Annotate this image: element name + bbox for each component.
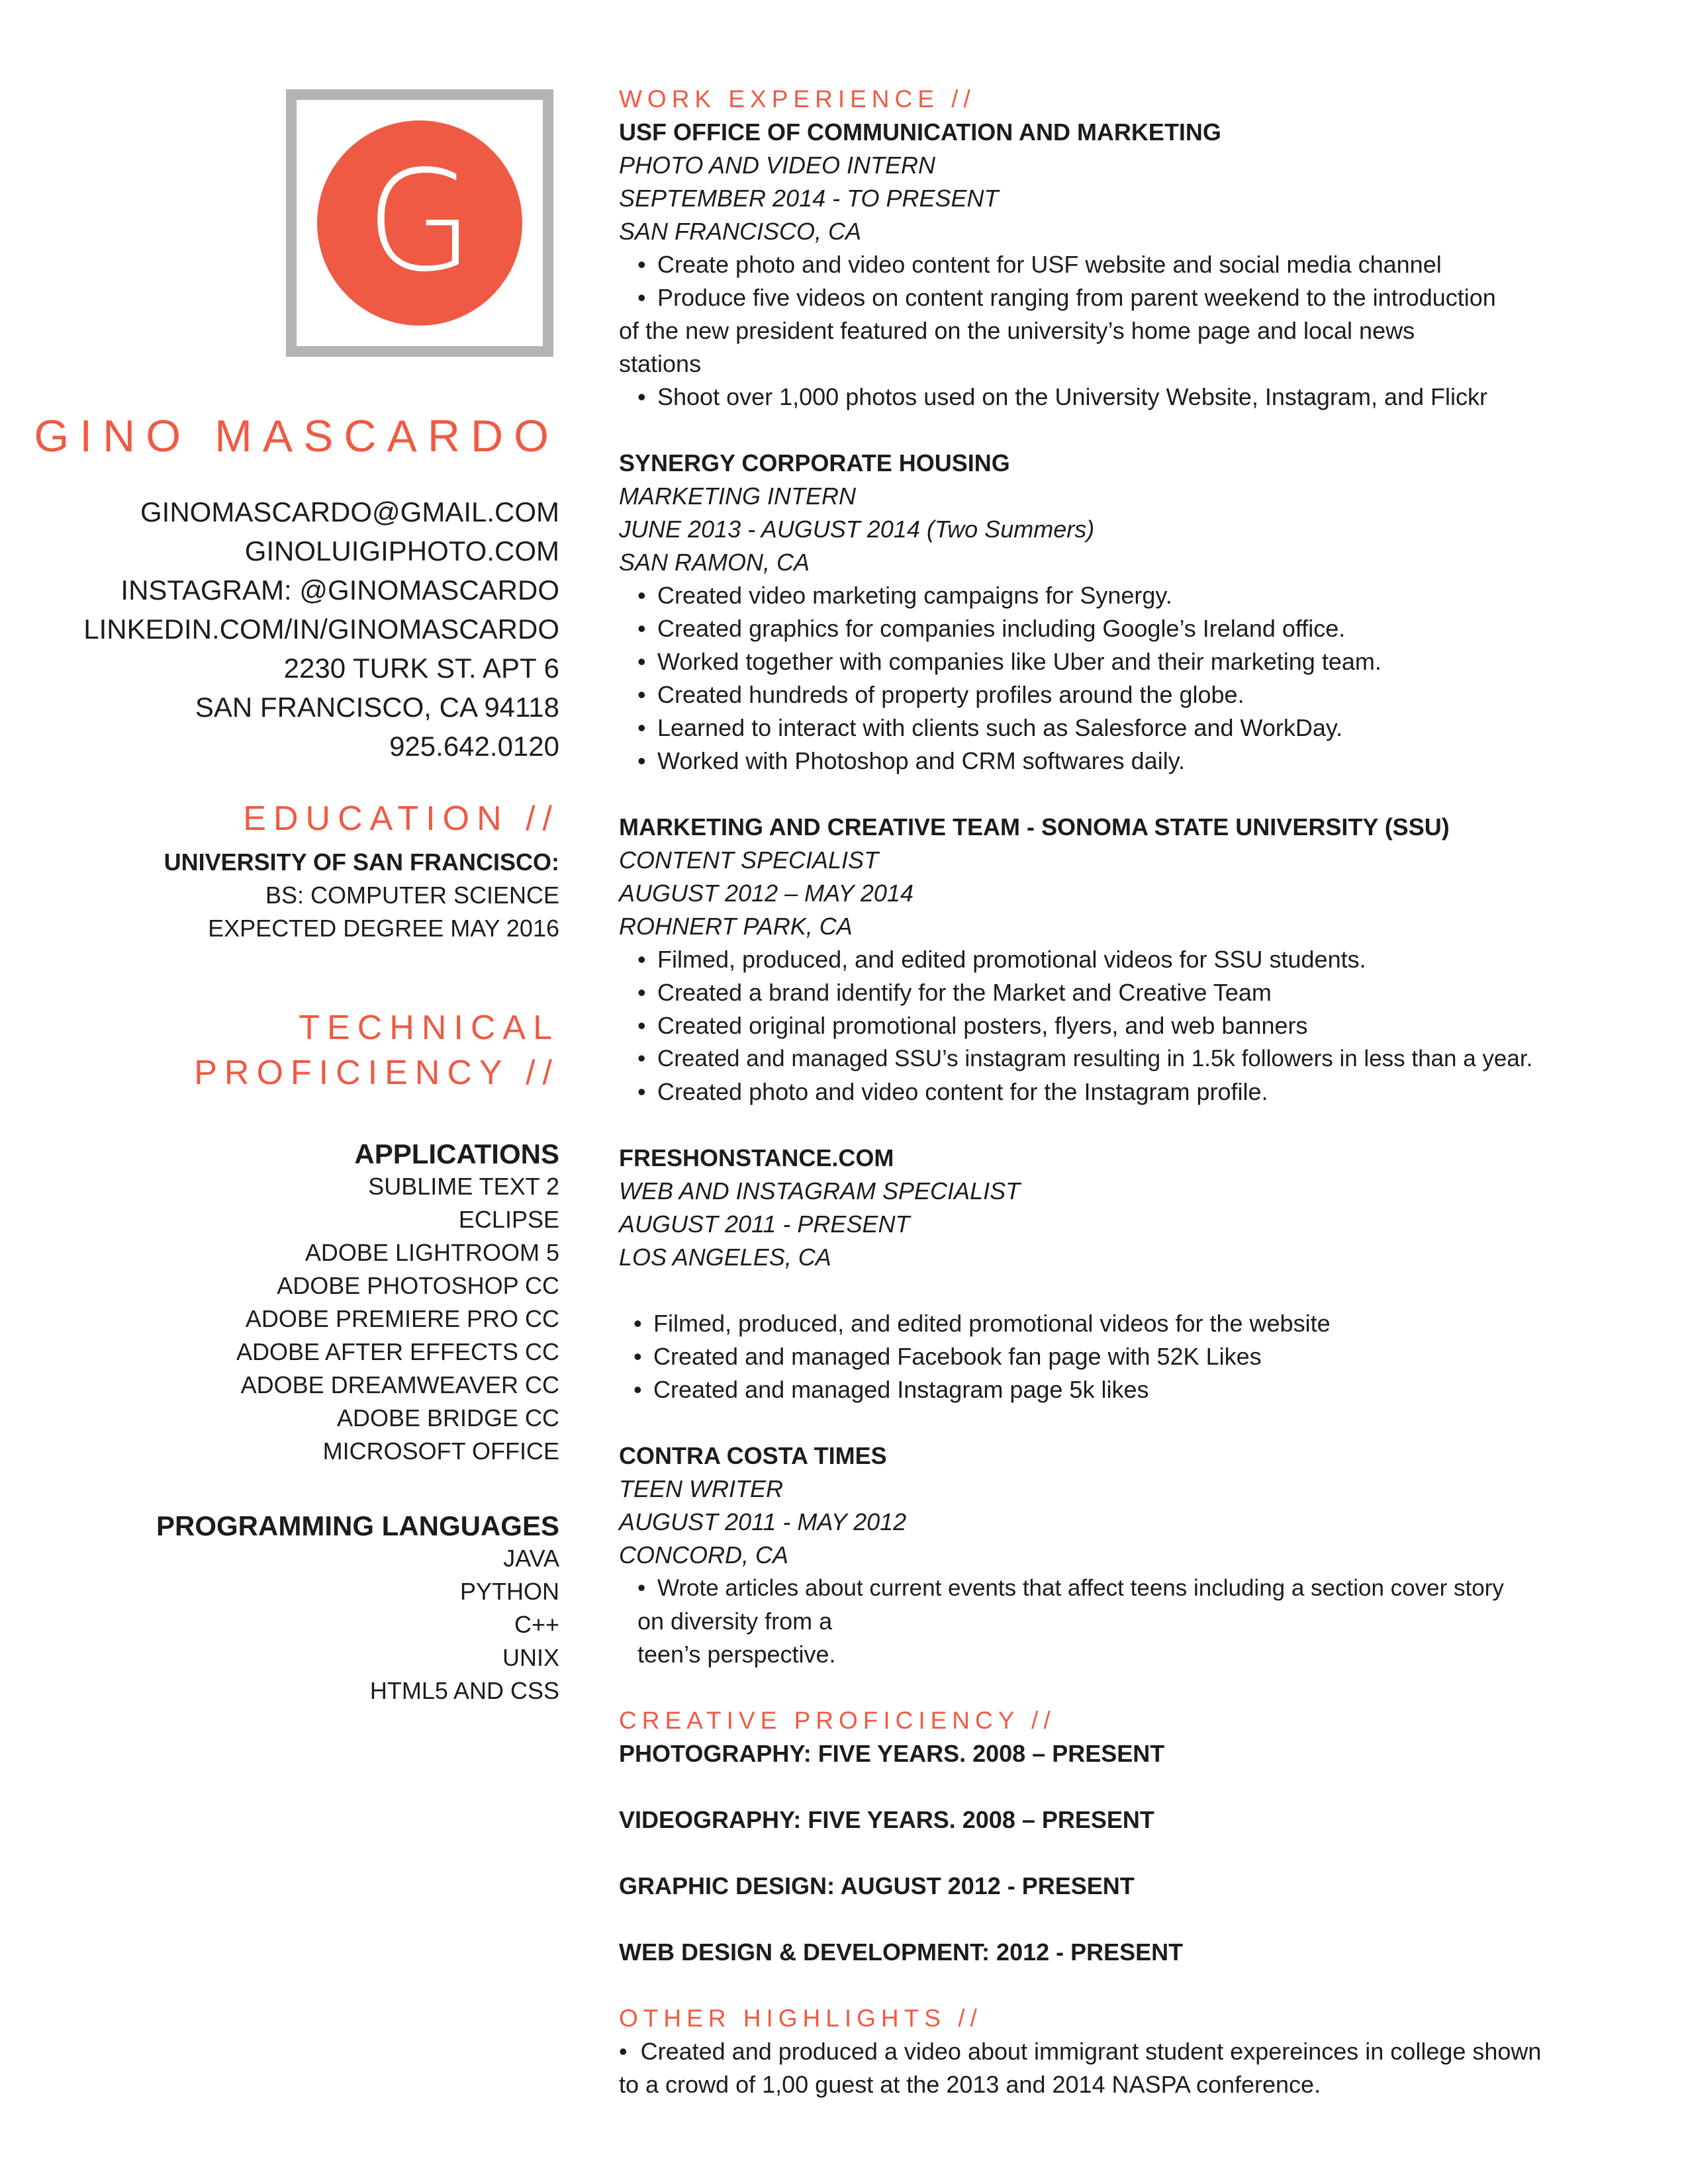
job-location: SAN RAMON, CA: [619, 549, 810, 576]
contact-block: [83, 492, 559, 766]
languages-block: [156, 1508, 559, 1707]
contact-website[interactable]: GINOLUIGIPHOTO.COM: [244, 535, 559, 567]
job-role: CONTENT SPECIALIST: [619, 846, 879, 874]
job-dates: JUNE 2013 - AUGUST 2014 (Two Summers): [619, 516, 1095, 543]
work-experience-heading: WORK EXPERIENCE //: [619, 85, 976, 113]
creative-item: VIDEOGRAPHY: FIVE YEARS. 2008 – PRESENT: [619, 1806, 1154, 1833]
education-expected: EXPECTED DEGREE MAY 2016: [208, 915, 559, 942]
contact-instagram[interactable]: INSTAGRAM: @GINOMASCARDO: [120, 574, 559, 606]
application-item: ECLIPSE: [458, 1206, 559, 1233]
application-item: SUBLIME TEXT 2: [368, 1173, 559, 1200]
highlight-bullet: [619, 2035, 1652, 2068]
education-degree: BS: COMPUTER SCIENCE: [265, 882, 559, 909]
job-bullet: • Created hundreds of property profiles around the globe.: [619, 678, 1652, 711]
creative-item: GRAPHIC DESIGN: AUGUST 2012 - PRESENT: [619, 1872, 1135, 1899]
application-item: ADOBE DREAMWEAVER CC: [240, 1371, 559, 1398]
job-bullet: • Learned to interact with clients such as Salesforce and WorkDay.: [619, 711, 1652, 745]
job-bullet-continued: teen’s perspective.: [637, 1641, 836, 1668]
job-dates: SEPTEMBER 2014 - TO PRESENT: [619, 185, 999, 212]
job-org: CONTRA COSTA TIMES: [619, 1442, 887, 1469]
job-bullet: • Wrote articles about current events that affect teens including a section cover story: [619, 1572, 1652, 1605]
applications-block: [236, 1136, 559, 1468]
logo-letter: G: [365, 140, 474, 302]
job-bullet: • Created photo and video content for the Instagram profile.: [619, 1075, 1652, 1109]
job-bullet: • Created a brand identify for the Market and Creative Team: [619, 976, 1652, 1009]
job-bullet: • Created and managed Instagram page 5k likes: [619, 1373, 1652, 1406]
bullet-glyph: •: [619, 2038, 641, 2065]
job-bullet-continued: on diversity from a: [637, 1608, 833, 1635]
job-bullet: • Filmed, produced, and edited promotional videos for SSU students.: [619, 943, 1652, 976]
contact-email[interactable]: GINOMASCARDO@GMAIL.COM: [140, 496, 559, 527]
education-block: [164, 846, 559, 945]
logo-circle: [317, 120, 522, 326]
languages-title: PROGRAMMING LANGUAGES: [156, 1510, 559, 1541]
job-org: SYNERGY CORPORATE HOUSING: [619, 449, 1010, 477]
job-bullet: • Created graphics for companies including Google’s Ireland office.: [619, 612, 1652, 645]
job-org: FRESHONSTANCE.COM: [619, 1144, 894, 1171]
job-bullet: • Created and managed Facebook fan page with 52K Likes: [619, 1340, 1652, 1373]
contact-phone: 925.642.0120: [389, 731, 559, 762]
application-item: ADOBE PHOTOSHOP CC: [277, 1272, 559, 1299]
technical-heading-line1: TECHNICAL: [299, 1009, 559, 1047]
job-role: MARKETING INTERN: [619, 482, 857, 510]
technical-heading-line2: PROFICIENCY //: [194, 1054, 559, 1092]
applications-title: APPLICATIONS: [354, 1138, 559, 1169]
job-location: ROHNERT PARK, CA: [619, 913, 853, 940]
education-school: UNIVERSITY OF SAN FRANCISCO:: [164, 848, 559, 876]
job-location: LOS ANGELES, CA: [619, 1244, 831, 1271]
application-item: ADOBE AFTER EFFECTS CC: [236, 1338, 559, 1365]
application-item: ADOBE BRIDGE CC: [336, 1404, 559, 1432]
job-bullet: • Created and managed SSU’s instagram resulting in 1.5k followers in less than a year.: [619, 1042, 1652, 1075]
job-bullet: • Worked with Photoshop and CRM softwares daily.: [619, 745, 1652, 778]
contact-city: SAN FRANCISCO, CA 94118: [195, 692, 559, 723]
job-bullet: • Produce five videos on content ranging from parent weekend to the introduction: [619, 281, 1652, 314]
job-bullet-continued: of the new president featured on the university’s home page and local news: [619, 317, 1415, 344]
candidate-name: GINO MASCARDO: [34, 411, 559, 461]
highlight-text: Created and produced a video about immigrant student expereinces in college shown: [640, 2038, 1542, 2065]
job-bullet: • Created video marketing campaigns for Synergy.: [619, 579, 1652, 612]
highlight-bullet-continued: to a crowd of 1,00 guest at the 2013 and 2014 NASPA conference.: [619, 2071, 1321, 2098]
right-column: [619, 83, 1652, 2101]
job-role: PHOTO AND VIDEO INTERN: [619, 152, 936, 179]
job-location: SAN FRANCISCO, CA: [619, 218, 862, 245]
job-bullet: • Create photo and video content for USF website and social media channel: [619, 248, 1652, 281]
application-item: MICROSOFT OFFICE: [322, 1437, 559, 1465]
other-highlights-heading: OTHER HIGHLIGHTS //: [619, 2005, 982, 2032]
job-bullet: • Shoot over 1,000 photos used on the University Website, Instagram, and Flickr: [619, 381, 1652, 414]
job-role: TEEN WRITER: [619, 1475, 783, 1502]
contact-linkedin[interactable]: LINKEDIN.COM/IN/GINOMASCARDO: [83, 614, 559, 645]
creative-item: WEB DESIGN & DEVELOPMENT: 2012 - PRESENT: [619, 1938, 1184, 1966]
logo-frame: [286, 89, 553, 357]
education-heading: EDUCATION //: [243, 799, 559, 838]
job-dates: AUGUST 2011 - MAY 2012: [619, 1508, 907, 1535]
job-dates: AUGUST 2012 – MAY 2014: [619, 880, 914, 907]
application-item: ADOBE PREMIERE PRO CC: [245, 1305, 559, 1332]
job-bullet: • Worked together with companies like Uber and their marketing team.: [619, 645, 1652, 678]
language-item: C++: [514, 1611, 559, 1638]
job-bullet-continued: stations: [619, 350, 702, 377]
job-location: CONCORD, CA: [619, 1541, 789, 1569]
job-role: WEB AND INSTAGRAM SPECIALIST: [619, 1177, 1021, 1205]
application-item: ADOBE LIGHTROOM 5: [305, 1239, 559, 1266]
job-org: MARKETING AND CREATIVE TEAM - SONOMA STATE UNIVERSITY (SSU): [619, 813, 1450, 841]
job-org: USF OFFICE OF COMMUNICATION AND MARKETING: [619, 118, 1221, 146]
job-bullet: • Filmed, produced, and edited promotional videos for the website: [619, 1307, 1652, 1340]
language-item: PYTHON: [459, 1578, 559, 1605]
contact-street: 2230 TURK ST. APT 6: [283, 653, 559, 684]
language-item: UNIX: [502, 1644, 559, 1671]
job-dates: AUGUST 2011 - PRESENT: [619, 1210, 910, 1238]
creative-proficiency-heading: CREATIVE PROFICIENCY //: [619, 1707, 1056, 1734]
job-bullet: • Created original promotional posters, flyers, and web banners: [619, 1009, 1652, 1042]
language-item: HTML5 AND CSS: [369, 1677, 559, 1704]
creative-item: PHOTOGRAPHY: FIVE YEARS. 2008 – PRESENT: [619, 1740, 1165, 1767]
language-item: JAVA: [503, 1545, 559, 1572]
